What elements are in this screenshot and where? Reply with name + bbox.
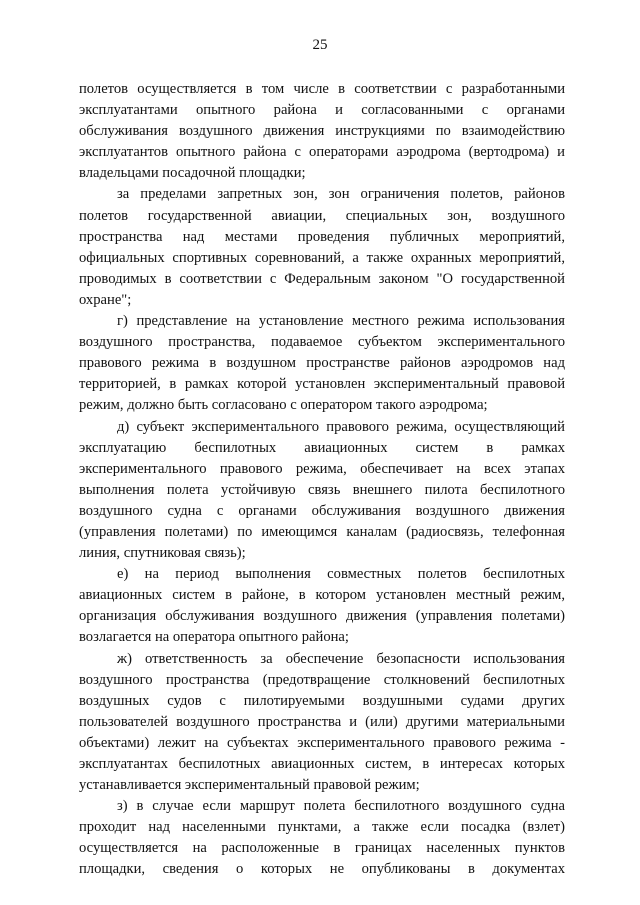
paragraph-item-z: з) в случае если маршрут полета беспилотного воздушного судна проходит над населенными пунктами, а также если посадка (взлет) осуществляется на расположенные в границах населенных пунктов площадки, сведения о которых не опубликованы в документах bbox=[79, 798, 565, 878]
paragraph-item-zh: ж) ответственность за обеспечение безопасности использования воздушного пространства (предотвращение столкновений беспилотных воздушных судов с пилотируемыми воздушными судами других пользователей воздушного пространства и (или) другими материальными объектами) лежит на субъектах экспериментального правового режима - эксплуатантах беспилотных авиационных систем, в интересах которых устанавливается экспериментальный правовой режим; bbox=[79, 650, 565, 794]
paragraph-item-g: г) представление на установление местного режима использования воздушного пространства, подаваемое субъектом экспериментального правового режима в воздушном пространстве районов аэродромов над территорией, в рамках которой установлен экспериментальный правовой режим, должно быть согласовано с оператором такого аэродрома; bbox=[79, 313, 565, 414]
document-body bbox=[79, 79, 565, 881]
paragraph-item-e: е) на период выполнения совместных полетов беспилотных авиационных систем в районе, в котором установлен местный режим, организация обслуживания воздушного движения (управления полетами) возлагается на оператора опытного района; bbox=[79, 566, 565, 646]
page-number: 25 bbox=[312, 37, 328, 53]
paragraph-item-d: д) субъект экспериментального правового режима, осуществляющий эксплуатацию беспилотных авиационных систем в рамках экспериментального правового режима, обеспечивает на всех этапах выполнения полета устойчивую связь внешнего пилота беспилотного воздушного судна с органами обслуживания воздушного движения (управления полетами) по имеющимся каналам (радиосвязь, телефонная линия, спутниковая связь); bbox=[79, 418, 565, 562]
paragraph-outside-restricted-zones: за пределами запретных зон, зон ограничения полетов, районов полетов государственной авиации, специальных зон, воздушного пространства над местами проведения публичных мероприятий, официальных спортивных соревнований, а также охранных мероприятий, проводимых в соответствии с Федеральным законом "О государственной охране"; bbox=[79, 186, 565, 308]
paragraph-continuation: полетов осуществляется в том числе в соответствии с разработанными эксплуатантами опытного района и согласованными с органами обслуживания воздушного движения инструкциями по взаимодействию эксплуатантов опытного района с операторами аэродрома (вертодрома) и владельцами посадочной площадки; bbox=[79, 81, 565, 182]
